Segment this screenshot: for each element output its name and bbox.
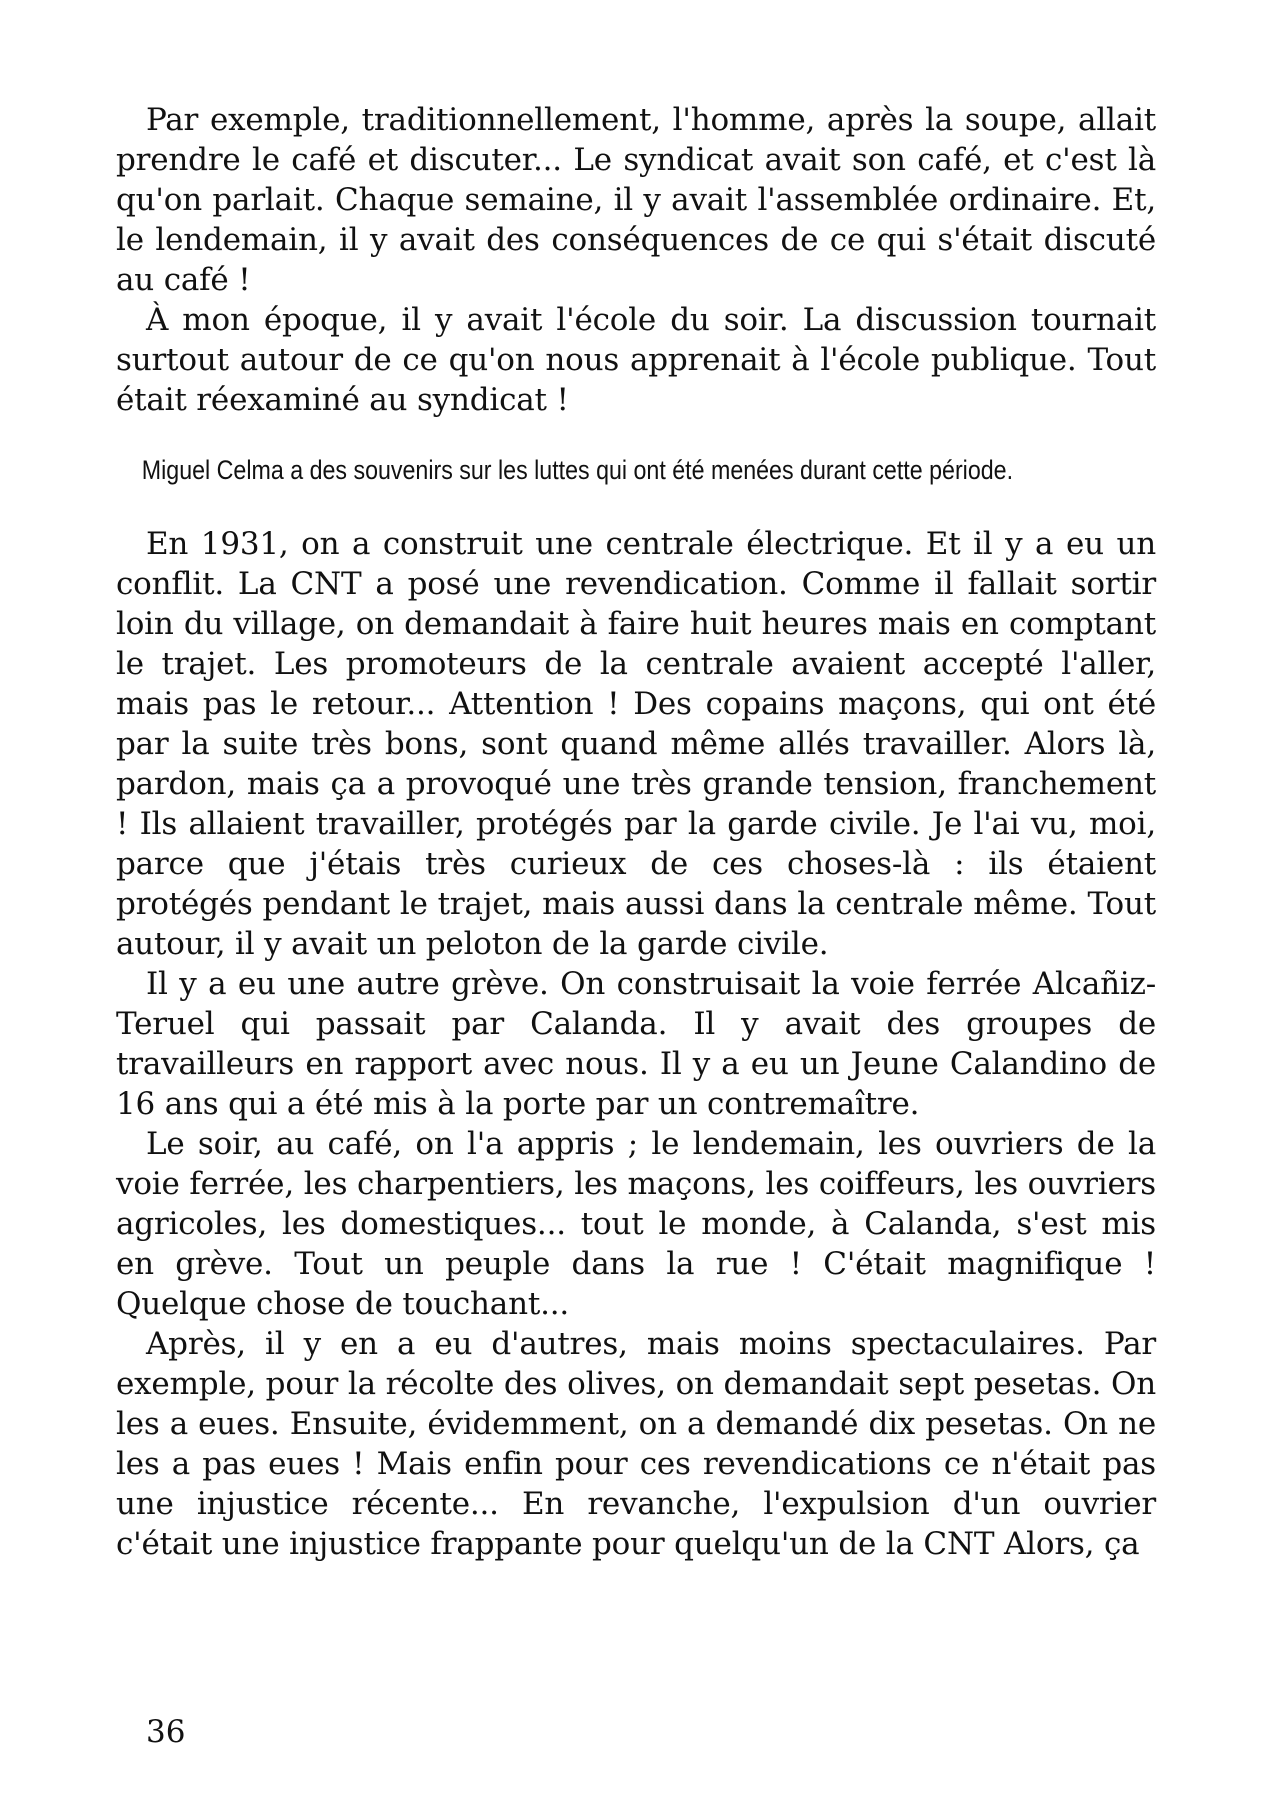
spacer bbox=[116, 420, 1156, 450]
paragraph-cafe-syndicat: Par exemple, traditionnellement, l'homme, après la soupe, allait prendre le café et discuter... Le syndicat avait son café, et c'est là qu'on parlait. Chaque semaine, il y avait l'assemblée ordinaire. Et, le lendemain, il y avait des conséquences de ce qui s'était discuté au café ! bbox=[116, 102, 1156, 298]
paragraph-centrale-electrique: En 1931, on a construit une centrale électrique. Et il y a eu un conflit. La CNT a posé une revendication. Comme il fallait sortir loin du village, on demandait à faire huit heures mais en comptant le trajet. Les promoteurs de la centrale avaient accepté l'aller, mais pas le retour... Attention ! Des copains maçons, qui ont été par la suite très bons, sont quand même allés travailler. Alors là, pardon, mais ça a provoqué une très grande tension, franchement ! Ils allaient travailler, protégés par la garde civile. Je l'ai vu, moi, parce que j'étais très curieux de ces choses-là : ils étaient protégés pendant le trajet, mais aussi dans la centrale même. Tout autour, il y avait un peloton de la garde civile. bbox=[116, 526, 1156, 962]
text-column bbox=[116, 100, 1156, 1564]
interlude-note: Miguel Celma a des souvenirs sur les luttes qui ont été menées durant cette période. bbox=[141, 455, 1014, 485]
paragraph-ecole-du-soir: À mon époque, il y avait l'école du soir. La discussion tournait surtout autour de ce qu'on nous apprenait à l'école publique. Tout était réexaminé au syndicat ! bbox=[116, 302, 1156, 418]
paragraph-greve-generale: Le soir, au café, on l'a appris ; le lendemain, les ouvriers de la voie ferrée, les charpentiers, les maçons, les coiffeurs, les ouvriers agricoles, les domestiques... tout le monde, à Calanda, s'est mis en grève. Tout un peuple dans la rue ! C'était magnifique ! Quelque chose de touchant... bbox=[116, 1126, 1156, 1322]
paragraph-recolte-olives: Après, il y en a eu d'autres, mais moins spectaculaires. Par exemple, pour la récolte des olives, on demandait sept pesetas. On les a eues. Ensuite, évidemment, on a demandé dix pesetas. On ne les a pas eues ! Mais enfin pour ces revendications ce n'était pas une injustice récente... En revanche, l'expulsion d'un ouvrier c'était une injustice frappante pour quelqu'un de la CNT Alors, ça bbox=[116, 1326, 1156, 1562]
page-number: 36 bbox=[146, 1714, 186, 1750]
paragraph-voie-ferree: Il y a eu une autre grève. On construisait la voie ferrée Alcañiz-Teruel qui passait par Calanda. Il y avait des groupes de travailleurs en rapport avec nous. Il y a eu un Jeune Calandino de 16 ans qui a été mis à la porte par un contremaître. bbox=[116, 966, 1156, 1122]
spacer bbox=[116, 490, 1156, 524]
